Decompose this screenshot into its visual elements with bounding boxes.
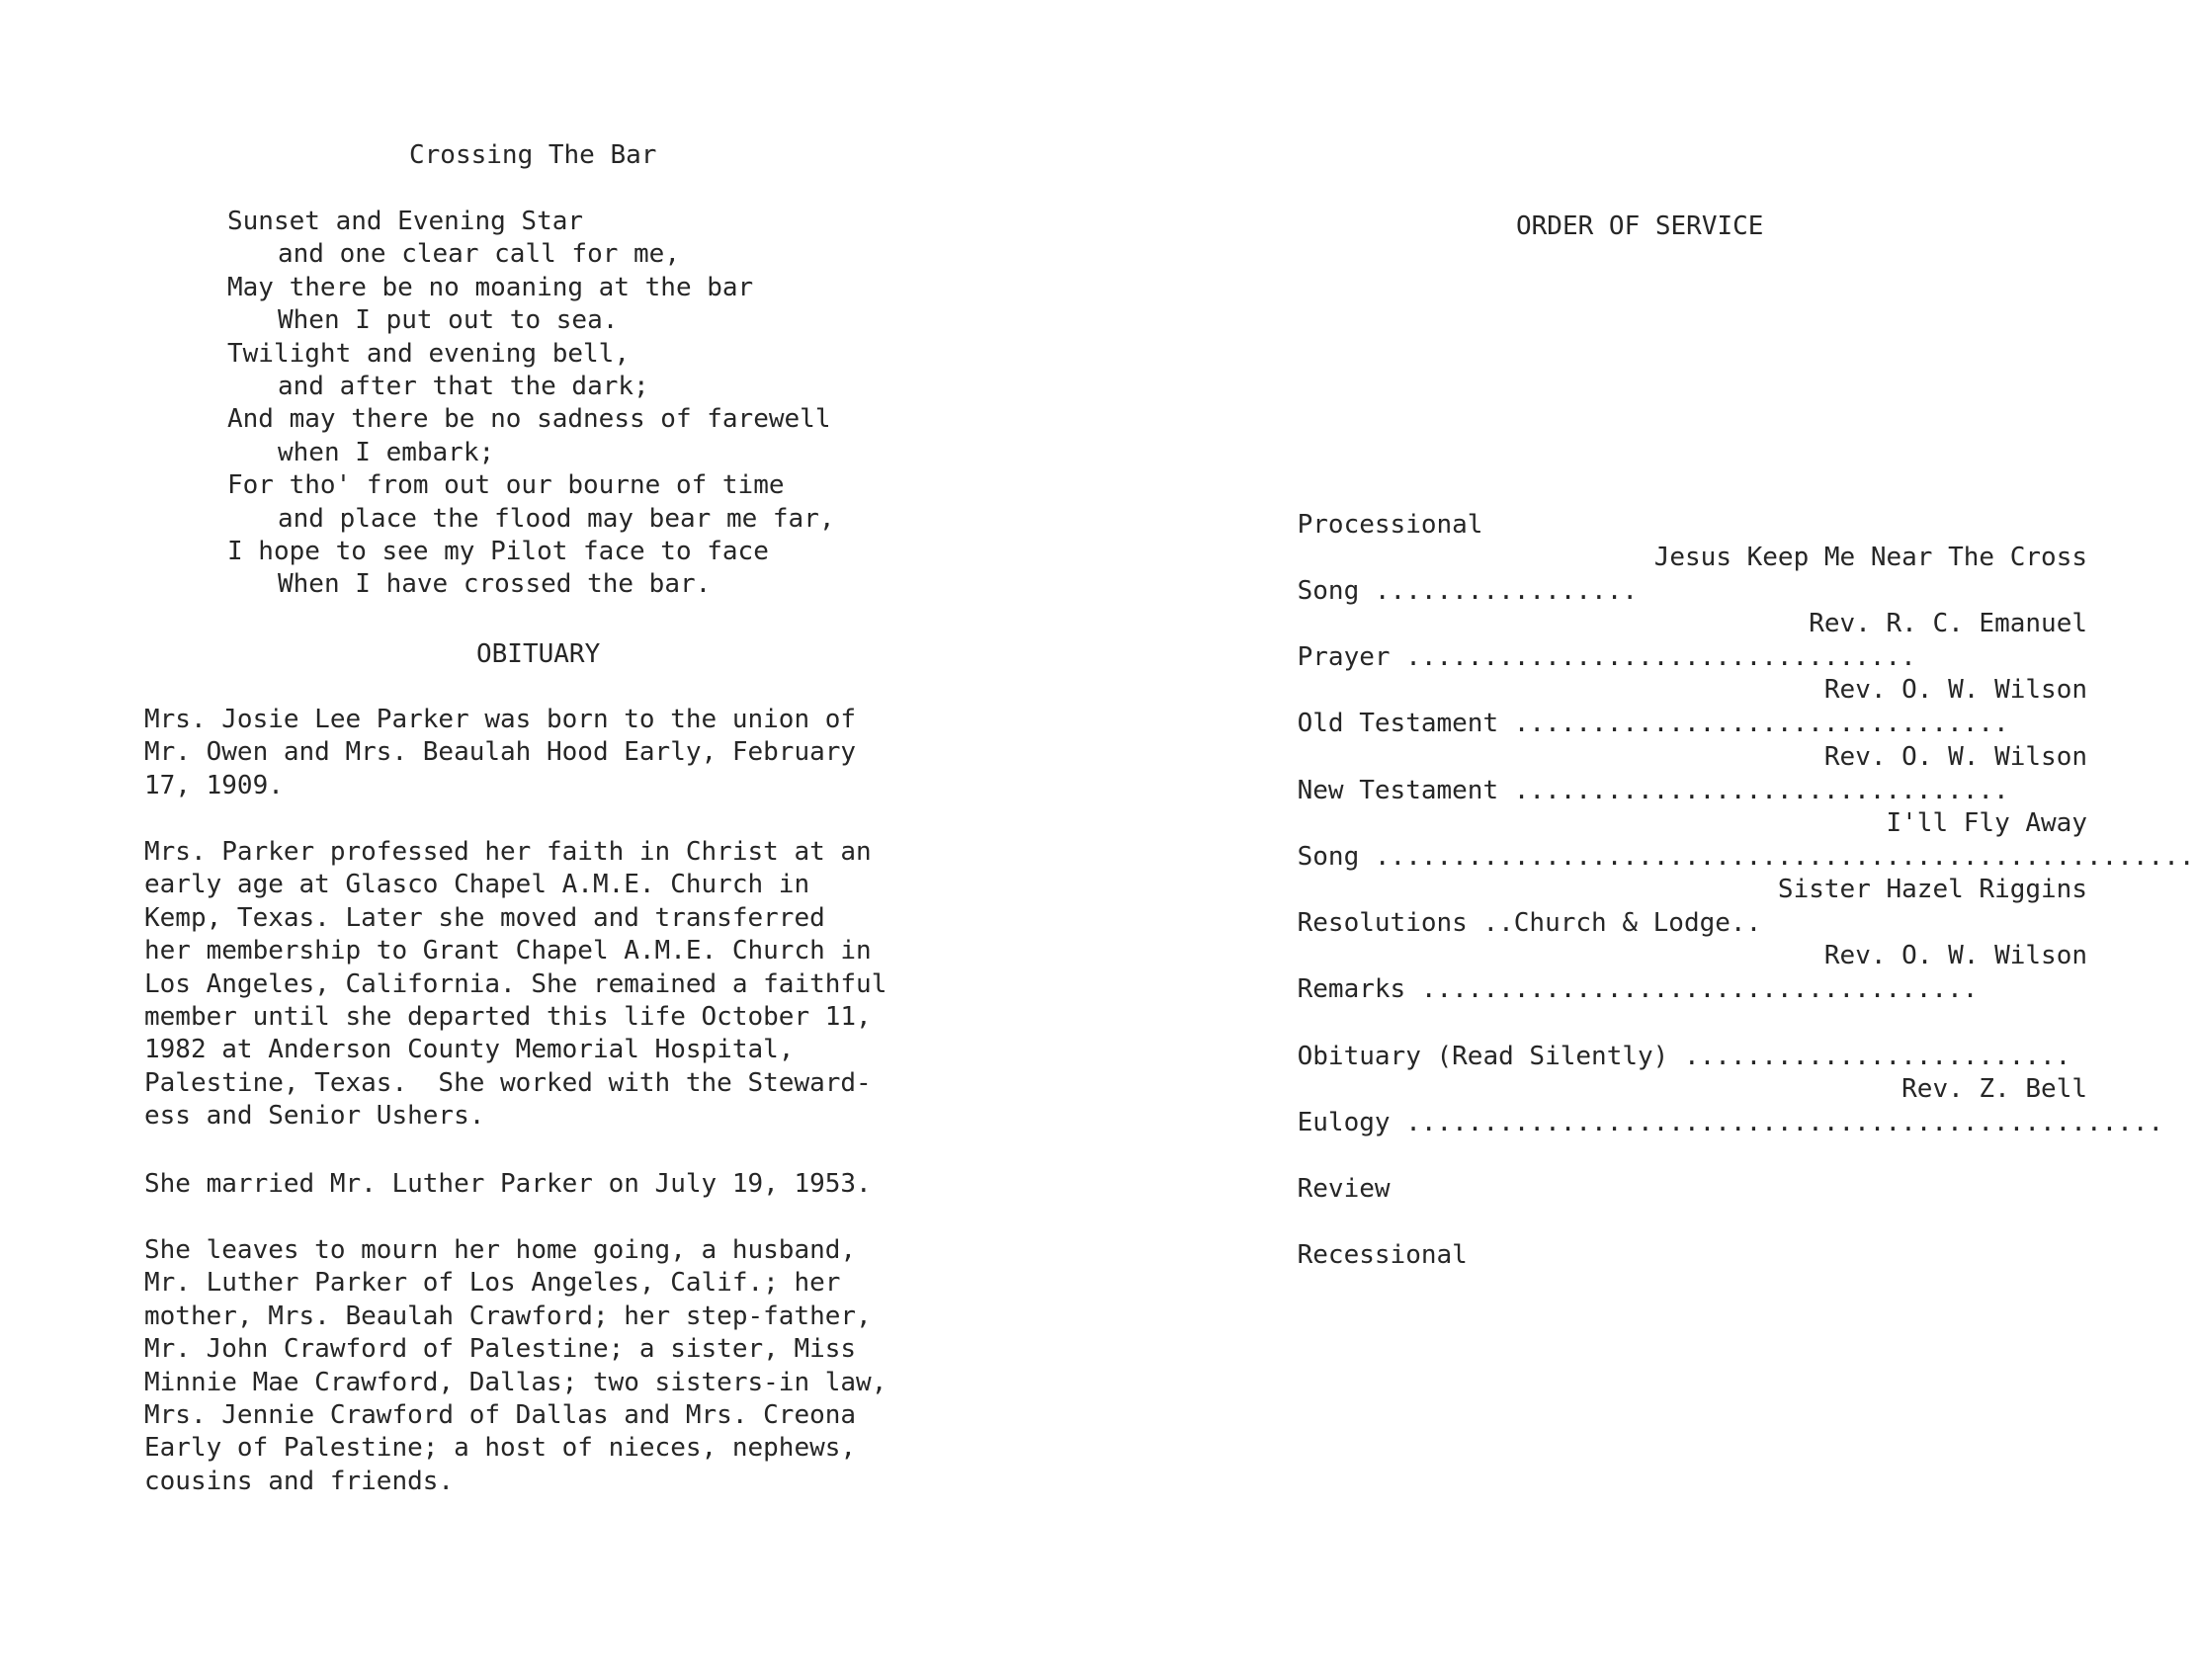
- service-item-song: [1235, 806, 2195, 872]
- poem-title: Crossing The Bar: [409, 140, 657, 170]
- obituary-paragraph: [144, 1168, 872, 1201]
- service-item-label: Eulogy .................................................: [1297, 1108, 2164, 1137]
- service-item-label: Resolutions ..Church & Lodge..: [1297, 908, 1762, 938]
- service-item-detail: Rev. O. W. Wilson: [1823, 742, 2087, 772]
- service-item-label: Processional: [1297, 510, 1483, 540]
- obituary-line: Mr. Luther Parker of Los Angeles, Calif.; her: [144, 1268, 841, 1299]
- service-item-label: New Testament ................................: [1297, 776, 2009, 805]
- poem-line: May there be no moaning at the bar: [227, 272, 754, 302]
- obituary-line: member until she departed this life October 11,: [144, 1001, 872, 1032]
- left-page: [0, 0, 1087, 1680]
- obituary-line: Early of Palestine; a host of nieces, nephews,: [144, 1433, 857, 1464]
- obituary-paragraph: [144, 836, 886, 1134]
- service-item-recessional: [1235, 1205, 2087, 1270]
- service-item-label: Review: [1297, 1174, 1391, 1204]
- service-item-label: Recessional: [1297, 1240, 1468, 1270]
- service-item-processional: [1235, 474, 2087, 540]
- obituary-title: OBITUARY: [476, 639, 601, 669]
- obituary-line: Palestine, Texas. She worked with the Steward-: [144, 1067, 872, 1098]
- obituary-line: Mr. Owen and Mrs. Beaulah Hood Early, February: [144, 737, 857, 768]
- obituary-line: her membership to Grant Chapel A.M.E. Church in: [144, 936, 872, 966]
- poem-line: When I have crossed the bar.: [278, 569, 712, 600]
- service-item-label: Obituary (Read Silently) .........................: [1297, 1042, 2071, 1071]
- obituary-line: Mrs. Jennie Crawford of Dallas and Mrs. Creona: [144, 1399, 857, 1430]
- poem-line: I hope to see my Pilot face to face: [227, 536, 769, 566]
- service-item-review: [1235, 1138, 2087, 1204]
- poem-line: and place the flood may bear me far,: [278, 503, 835, 534]
- service-item-detail: Rev. O. W. Wilson: [1823, 941, 2087, 970]
- service-item-old-testament: [1235, 673, 2087, 738]
- service-item-prayer: [1235, 607, 2087, 672]
- poem-line: and after that the dark;: [278, 371, 649, 401]
- poem-line: when I embark;: [278, 437, 495, 467]
- service-item-detail: I'll Fly Away: [1886, 808, 2087, 838]
- poem-line: Sunset and Evening Star: [227, 207, 584, 236]
- obituary-line: Mrs. Josie Lee Parker was born to the union of: [144, 705, 857, 734]
- service-item-detail: Rev. Z. Bell: [1901, 1074, 2087, 1104]
- poem-line: Twilight and evening bell,: [227, 338, 630, 369]
- obituary-line: mother, Mrs. Beaulah Crawford; her step-father,: [144, 1301, 872, 1331]
- service-item-detail: Rev. R. C. Emanuel: [1809, 609, 2087, 638]
- order-of-service-title: ORDER OF SERVICE: [1516, 211, 1764, 241]
- obituary-paragraph: [144, 1234, 886, 1498]
- service-item-detail: Sister Hazel Riggins: [1777, 875, 2087, 904]
- service-item-remarks: [1235, 939, 2087, 1004]
- obituary-line: Mrs. Parker professed her faith in Christ at an: [144, 837, 872, 867]
- obituary-line: She leaves to mourn her home going, a husband,: [144, 1235, 857, 1265]
- service-item-label: Remarks ....................................: [1297, 974, 1979, 1004]
- obituary-line: ess and Senior Ushers.: [144, 1101, 485, 1132]
- obituary-line: Minnie Mae Crawford, Dallas; two sisters-in law,: [144, 1367, 887, 1397]
- service-item-label: Old Testament ................................: [1297, 709, 2009, 738]
- service-item-label: Song .....................................................: [1297, 842, 2195, 872]
- obituary-line: cousins and friends.: [144, 1466, 455, 1496]
- poem-line: When I put out to sea.: [278, 305, 619, 336]
- obituary-line: 17, 1909.: [144, 770, 284, 800]
- obituary-line: She married Mr. Luther Parker on July 19, 1953.: [144, 1169, 872, 1199]
- obituary-line: Mr. John Crawford of Palestine; a sister, Miss: [144, 1334, 857, 1365]
- service-item-detail: Rev. O. W. Wilson: [1823, 675, 2087, 705]
- obituary-paragraph: [144, 704, 856, 802]
- poem-line: For tho' from out our bourne of time: [227, 470, 785, 501]
- service-item-detail: Jesus Keep Me Near The Cross: [1653, 543, 2087, 572]
- obituary-line: Los Angeles, California. She remained a faithful: [144, 968, 887, 999]
- service-item-song: [1235, 541, 2087, 606]
- obituary-line: early age at Glasco Chapel A.M.E. Church in: [144, 870, 810, 900]
- poem: [227, 206, 835, 602]
- service-item-eulogy: [1235, 1072, 2164, 1137]
- obituary-line: 1982 at Anderson County Memorial Hospital,: [144, 1035, 795, 1065]
- service-item-label: Song .................: [1297, 576, 1653, 606]
- poem-line: And may there be no sadness of farewell: [227, 404, 831, 435]
- right-page: [1087, 0, 2195, 1680]
- obituary-line: Kemp, Texas. Later she moved and transferred: [144, 902, 825, 933]
- service-item-new-testament: [1235, 740, 2087, 805]
- service-item-label: Prayer .................................: [1297, 642, 1916, 672]
- poem-line: and one clear call for me,: [278, 239, 680, 270]
- service-item-obituary: [1235, 1006, 2087, 1071]
- service-item-resolutions: [1235, 873, 2087, 938]
